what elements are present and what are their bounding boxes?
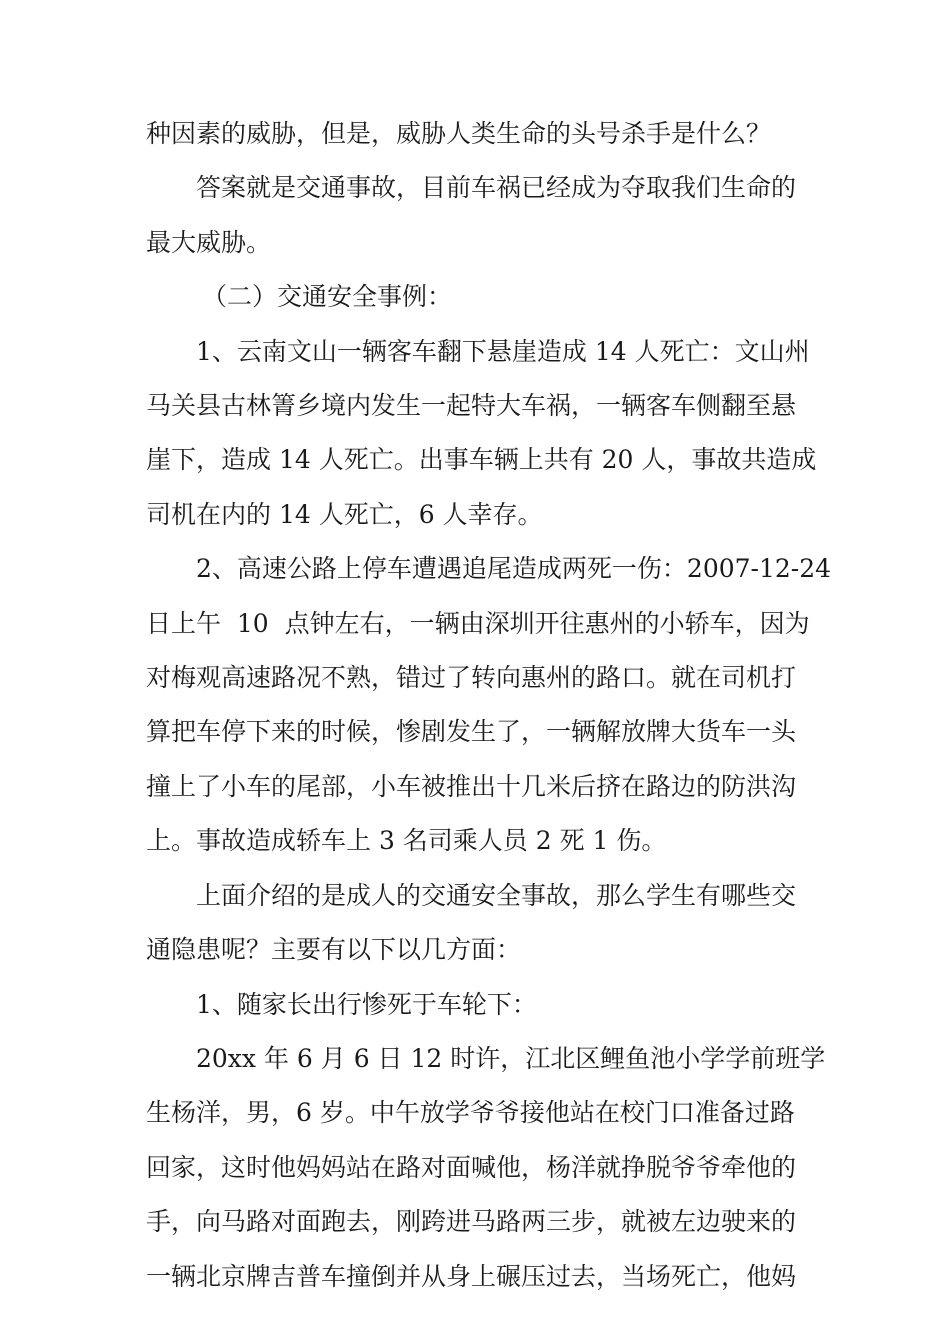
text-line: 上面介绍的是成人的交通安全事故，那么学生有哪些交 [196, 880, 797, 910]
text-line: 日上午 10 点钟左右，一辆由深圳开往惠州的小轿车，因为 [146, 608, 810, 638]
text-line: 回家，这时他妈妈站在路对面喊他，杨洋就挣脱爷爷牵他的 [146, 1152, 797, 1182]
text-line: 最大威胁。 [146, 227, 272, 257]
text-line: 对梅观高速路况不熟，错过了转向惠州的路口。就在司机打 [146, 663, 797, 693]
subsection-heading-text: 1、随家长出行惨死于车轮下： [196, 989, 537, 1019]
text-line: 司机在内的 14 人死亡，6 人幸存。 [146, 499, 543, 529]
text-line: 1、云南文山一辆客车翻下悬崖造成 14 人死亡：文山州 [196, 336, 810, 366]
section-heading [146, 270, 810, 324]
text-line: 上。事故造成轿车上 3 名司乘人员 2 死 1 伤。 [146, 826, 667, 856]
text-line: 撞上了小车的尾部，小车被推出十几米后挤在路边的防洪沟 [146, 771, 797, 801]
document-body [146, 107, 832, 1304]
paragraph-case-2 [146, 542, 832, 868]
text-line: 崖下，造成 14 人死亡。出事车辆上共有 20 人，事故共造成 [146, 445, 817, 475]
paragraph-case-3 [146, 1032, 826, 1304]
text-line: 通隐患呢？主要有以下以几方面： [146, 935, 522, 965]
paragraph-students-intro [146, 869, 810, 978]
text-line: 马关县古林箐乡境内发生一起特大车祸，一辆客车侧翻至悬 [146, 391, 797, 421]
subsection-heading [146, 978, 810, 1032]
paragraph-1 [146, 107, 810, 161]
text-line: 一辆北京牌吉普车撞倒并从身上碾压过去，当场死亡，他妈 [146, 1261, 797, 1291]
paragraph-2 [146, 161, 810, 270]
text-line: 手，向马路对面跑去，刚跨进马路两三步，就被左边驶来的 [146, 1207, 797, 1237]
text-line: 生杨洋，男，6 岁。中午放学爷爷接他站在校门口准备过路 [146, 1098, 795, 1128]
paragraph-case-1 [146, 325, 817, 543]
text-line: 种因素的威胁，但是，威胁人类生命的头号杀手是什么？ [146, 119, 772, 148]
text-line: 算把车停下来的时候，惨剧发生了，一辆解放牌大货车一头 [146, 717, 797, 747]
text-line: 2、高速公路上停车遭遇追尾造成两死一伤：2007-12-24 [196, 554, 832, 584]
text-line: 20xx 年 6 月 6 日 12 时许，江北区鲤鱼池小学学前班学 [196, 1043, 826, 1073]
section-heading-text: （二）交通安全事例： [202, 282, 453, 312]
text-line: 答案就是交通事故，目前车祸已经成为夺取我们生命的 [196, 173, 797, 203]
